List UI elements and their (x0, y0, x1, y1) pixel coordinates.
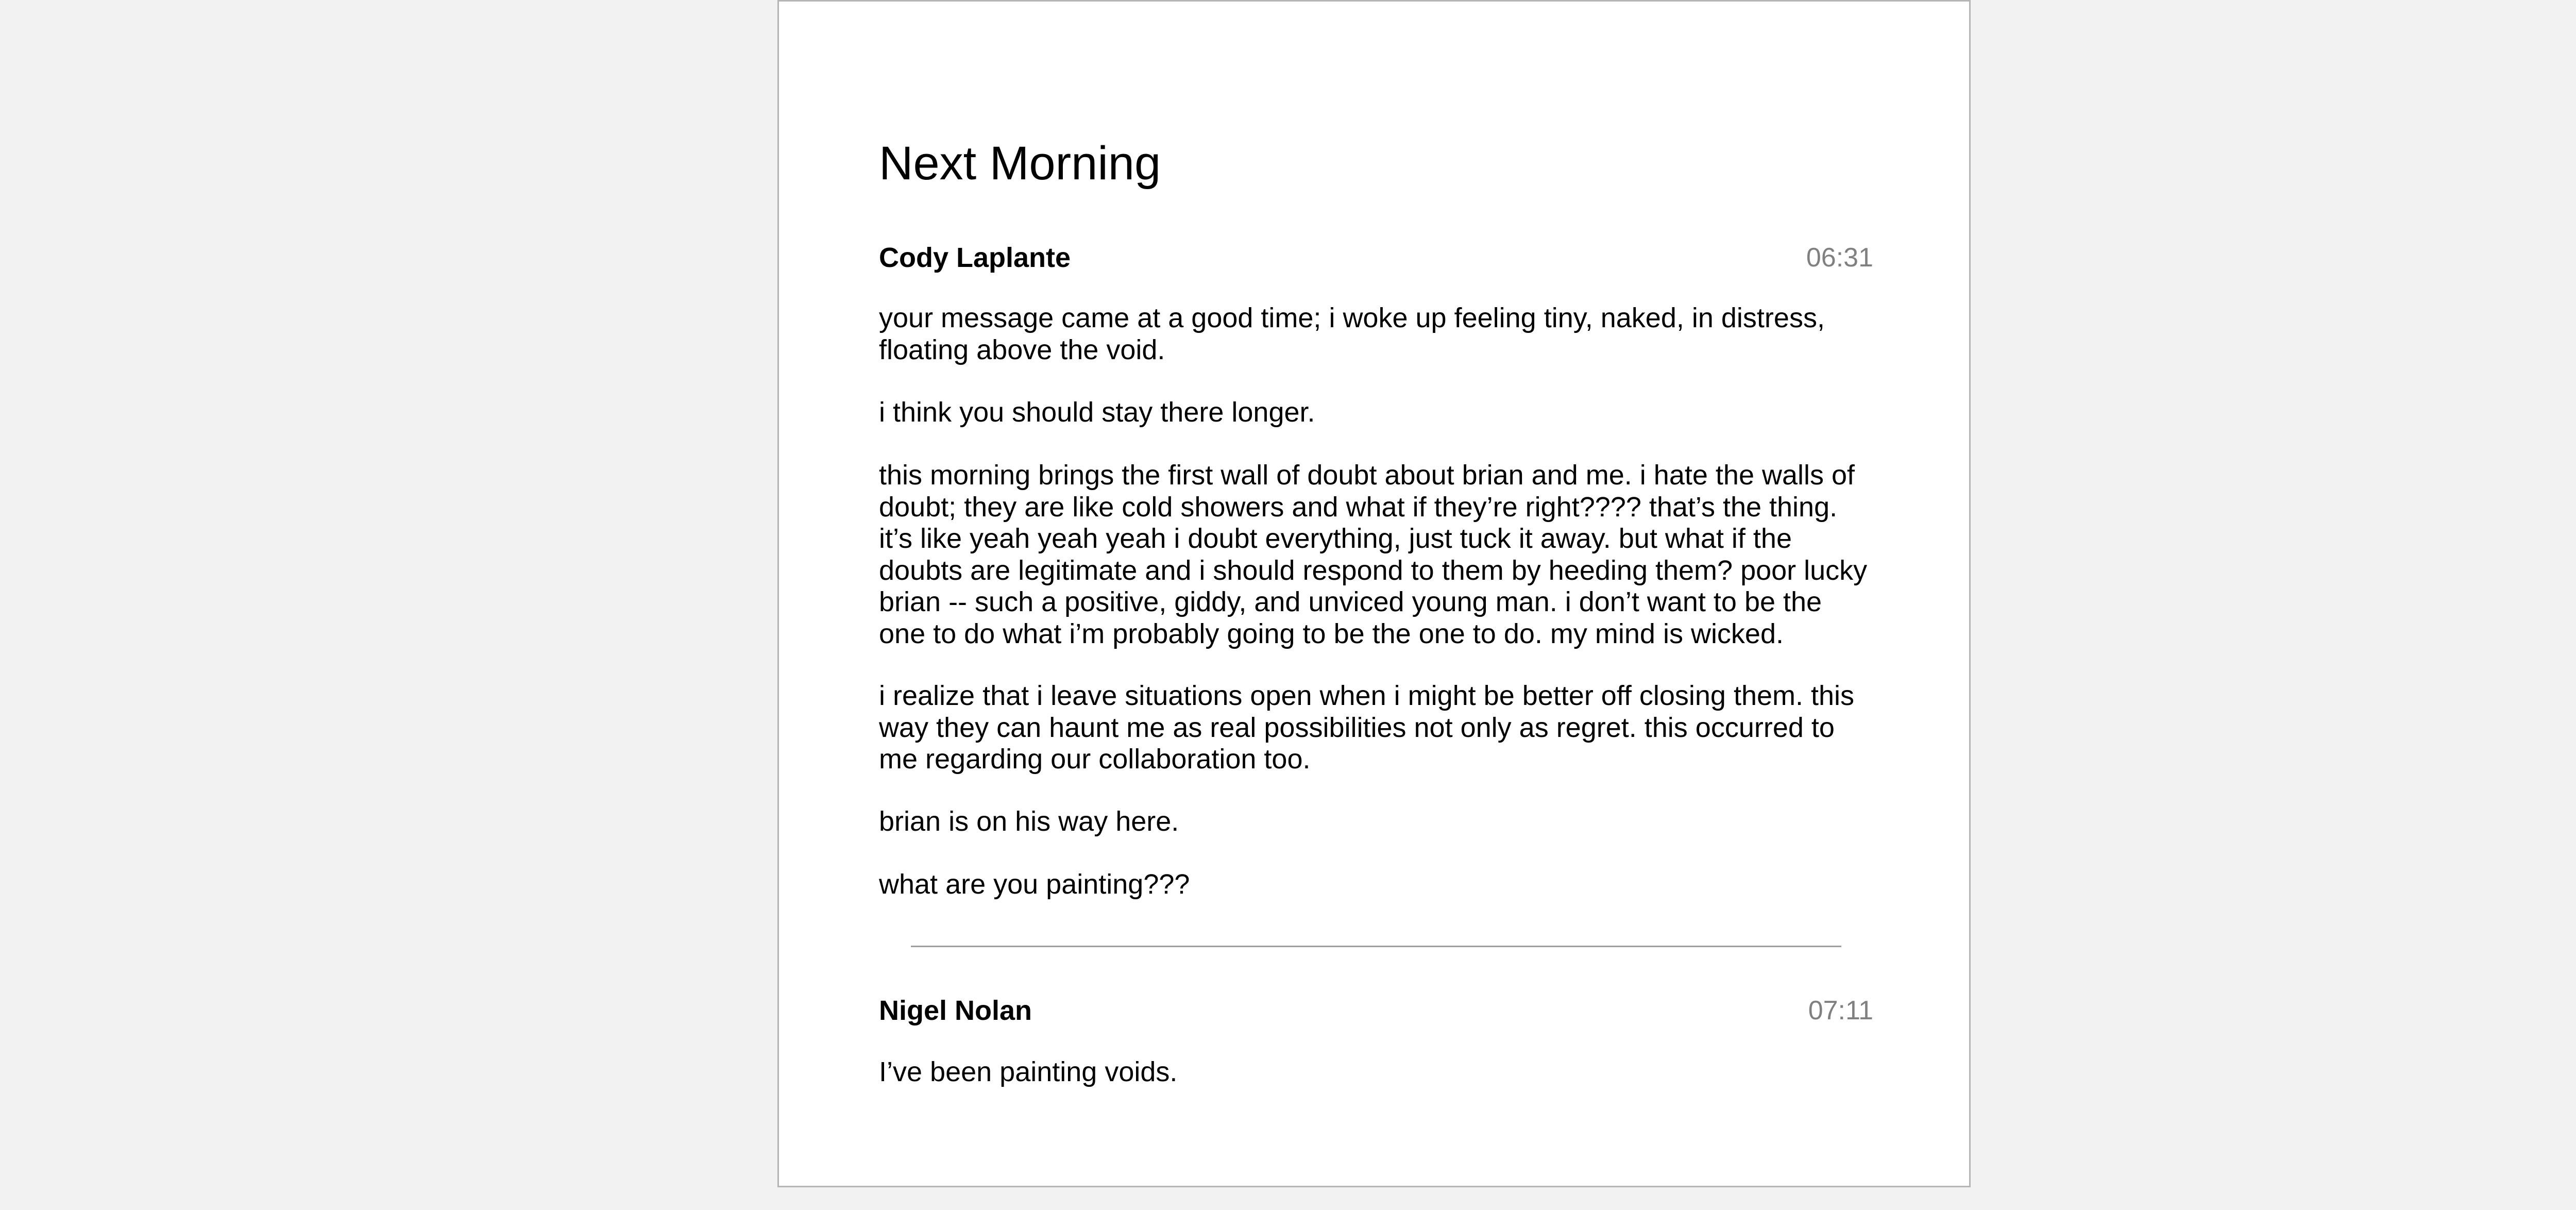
document-title: Next Morning (879, 137, 1161, 190)
message-header (879, 242, 1873, 273)
message-time: 06:31 (1806, 243, 1873, 273)
message-paragraph: brian is on his way here. (879, 806, 1179, 837)
message-paragraph: what are you painting??? (879, 869, 1190, 900)
message-sender: Nigel Nolan (879, 995, 1032, 1026)
message-paragraph: i think you should stay there longer. (879, 397, 1315, 428)
message-paragraph: i realize that i leave situations open when i might be better off closing them. this way they can haunt me as real possibilities not only as regret. this occurred to me regarding our collaboration too. (879, 680, 1855, 775)
message-paragraph: I’ve been painting voids. (879, 1056, 1178, 1087)
message-sender: Cody Laplante (879, 242, 1071, 273)
message-divider (911, 946, 1841, 947)
message-paragraph: this morning brings the first wall of doubt about brian and me. i hate the walls of doubt; they are like cold showers and what if they’re right???? that’s the thing. it’s like yeah yeah yeah i doubt everything, just tuck it away. but what if the doubts are legitimate and i should respond to them by heeding them? poor lucky brian -- such a positive, giddy, and unviced young man. i don’t want to be the one to do what i’m probably going to be the one to do. my mind is wicked. (879, 460, 1868, 649)
message-paragraph: your message came at a good time; i woke up feeling tiny, naked, in distress, floating above the void. (879, 302, 1825, 365)
message-header (879, 995, 1873, 1026)
message-time: 07:11 (1808, 996, 1873, 1026)
document-page (777, 0, 1971, 1187)
